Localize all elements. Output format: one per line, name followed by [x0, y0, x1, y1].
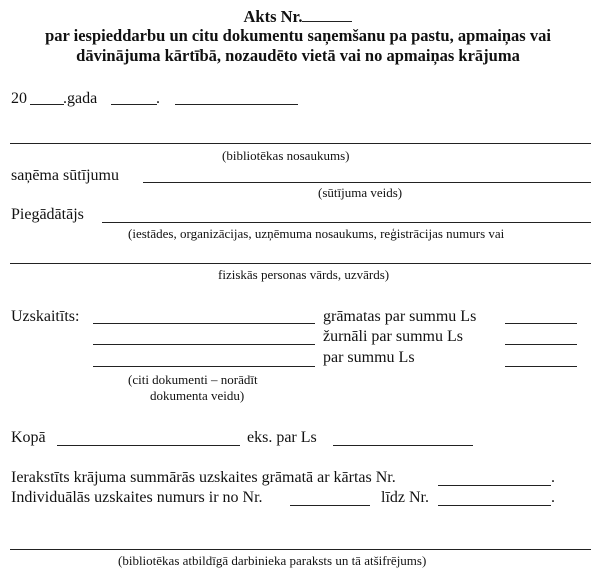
act-title-label: Akts Nr. — [243, 7, 303, 26]
accounted-caption-line2: dokumenta veidu) — [150, 388, 245, 403]
total-mid-label: eks. par Ls — [247, 429, 317, 446]
record-line2-label: Individuālās uzskaites numurs ir no Nr. — [11, 489, 263, 506]
date-month-field[interactable] — [111, 104, 157, 105]
record-line1-label: Ierakstīts krājuma summārās uzskaites grāmatā ar kārtas Nr. — [11, 469, 396, 486]
total-count-field[interactable] — [57, 445, 240, 446]
act-subtitle-line1: par iespieddarbu un citu dokumentu saņemšanu pa pastu, apmaiņas vai — [45, 26, 551, 45]
accounted-other-label: par summu Ls — [323, 349, 415, 366]
supplier-caption-line1: (iestādes, organizācijas, uzņēmuma nosaukums, reģistrācijas numurs vai — [128, 226, 505, 241]
date-year-prefix: 20 — [11, 90, 27, 107]
act-number-field[interactable] — [302, 7, 352, 22]
accounted-other-qty-field[interactable] — [93, 366, 315, 367]
record-from-number-field[interactable] — [290, 505, 370, 506]
supplier-label: Piegādātājs — [11, 206, 84, 223]
accounted-caption-line1: (citi dokumenti – norādīt — [128, 372, 258, 387]
record-line2-end: . — [551, 489, 555, 506]
accounted-label: Uzskaitīts: — [11, 308, 80, 325]
date-dot: . — [156, 90, 160, 107]
record-to-number-field[interactable] — [438, 505, 551, 506]
accounted-journals-label: žurnāli par summu Ls — [323, 328, 463, 345]
date-day-field[interactable] — [175, 104, 298, 105]
accounted-other-sum-field[interactable] — [505, 366, 577, 367]
signature-caption: (bibliotēkas atbildīgā darbinieka paraksts un tā atšifrējums) — [118, 553, 427, 568]
library-name-field[interactable] — [10, 143, 591, 144]
record-line1-end: . — [551, 469, 555, 486]
shipment-caption: (sūtījuma veids) — [318, 185, 403, 200]
accounted-journals-qty-field[interactable] — [93, 344, 315, 345]
supplier-caption-line2: fiziskās personas vārds, uzvārds) — [218, 267, 390, 282]
accounted-journals-sum-field[interactable] — [505, 344, 577, 345]
record-line2-mid: līdz Nr. — [381, 489, 429, 506]
date-gada-label: .gada — [63, 90, 98, 107]
supplier-field-continuation[interactable] — [10, 263, 591, 264]
shipment-type-field[interactable] — [143, 182, 591, 183]
total-sum-field[interactable] — [333, 445, 473, 446]
date-year-field[interactable] — [30, 104, 64, 105]
shipment-label: saņēma sūtījumu — [11, 167, 119, 184]
accounted-books-sum-field[interactable] — [505, 323, 577, 324]
supplier-field[interactable] — [102, 222, 591, 223]
record-order-number-field[interactable] — [438, 485, 551, 486]
act-title — [0, 7, 596, 27]
signature-field[interactable] — [10, 549, 591, 550]
accounted-books-qty-field[interactable] — [93, 323, 315, 324]
total-label: Kopā — [11, 429, 46, 446]
act-subtitle-line2: dāvinājuma kārtībā, nozaudēto vietā vai no apmaiņas krājuma — [76, 46, 520, 65]
library-caption: (bibliotēkas nosaukums) — [222, 148, 350, 163]
accounted-books-label: grāmatas par summu Ls — [323, 308, 477, 325]
